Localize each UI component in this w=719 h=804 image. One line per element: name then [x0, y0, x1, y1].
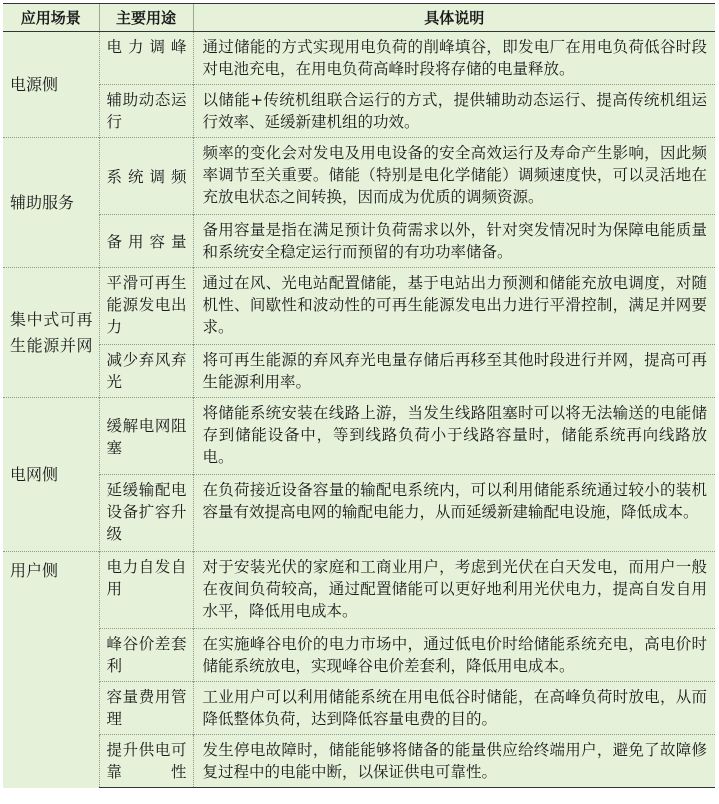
description-cell: 频率的变化会对发电及用电设备的安全高效运行及寿命产生影响，因此频率调节至关重要。储能（特别是电化学储能）调频速度快，可以灵活地在充放电状态之间转换，因而成为优质的调频资源。: [193, 138, 715, 215]
header-use: 主要用途: [99, 4, 193, 32]
table-row: [3, 345, 715, 398]
description-cell: 在负荷接近设备容量的输配电系统内，可以利用储能系统通过较小的装机容量有效提高电网的输配电能力，从而延缓新建输配电设施，降低成本。: [193, 475, 715, 552]
table-row: [3, 735, 715, 788]
use-cell: 辅助动态运行: [99, 85, 193, 138]
use-cell: 减少弃风弃光: [99, 345, 193, 398]
table-row: [3, 138, 715, 215]
table-row: [3, 85, 715, 138]
table-row: [3, 32, 715, 85]
header-scene: 应用场景: [3, 4, 99, 32]
use-cell: 峰谷价差套利: [99, 629, 193, 682]
description-cell: 在实施峰谷电价的电力市场中，通过低电价时给储能系统充电，高电价时储能系统放电，实现峰谷电价差套利，降低用电成本。: [193, 629, 715, 682]
scene-cell: 电网侧: [3, 398, 99, 552]
use-cell: 备用容量: [99, 215, 193, 268]
description-cell: 将可再生能源的弃风弃光电量存储后再移至其他时段进行并网，提高可再生能源利用率。: [193, 345, 715, 398]
description-cell: 通过储能的方式实现用电负荷的削峰填谷，即发电厂在用电负荷低谷时段对电池充电，在用电负荷高峰时段将存储的电量释放。: [193, 32, 715, 85]
use-cell: 缓解电网阻塞: [99, 398, 193, 475]
table-row: [3, 398, 715, 475]
description-cell: 以储能+传统机组联合运行的方式，提供辅助动态运行、提高传统机组运行效率、延缓新建机组的功效。: [193, 85, 715, 138]
scene-cell: 辅助服务: [3, 138, 99, 268]
use-cell: 系统调频: [99, 138, 193, 215]
description-cell: 工业用户可以利用储能系统在用电低谷时储能，在高峰负荷时放电，从而降低整体负荷，达到降低容量电费的目的。: [193, 682, 715, 735]
table-row: [3, 682, 715, 735]
scene-cell: 集中式可再生能源并网: [3, 268, 99, 398]
scene-cell: 电源侧: [3, 32, 99, 138]
header-row: [3, 4, 715, 32]
table-row: [3, 475, 715, 552]
table-row: [3, 552, 715, 629]
table-row: [3, 268, 715, 345]
use-cell: 平滑可再生能源发电出力: [99, 268, 193, 345]
use-cell: 电力自发自用: [99, 552, 193, 629]
use-cell: 电力调峰: [99, 32, 193, 85]
description-cell: 通过在风、光电站配置储能，基于电站出力预测和储能充放电调度，对随机性、间歇性和波动性的可再生能源发电出力进行平滑控制，满足并网要求。: [193, 268, 715, 345]
use-cell: 延缓输配电设备扩容升级: [99, 475, 193, 552]
energy-storage-application-table: [3, 3, 715, 788]
description-cell: 对于安装光伏的家庭和工商业用户，考虑到光伏在白天发电，而用户一般在夜间负荷较高，通过配置储能可以更好地利用光伏电力，提高自发自用水平，降低用电成本。: [193, 552, 715, 629]
description-cell: 将储能系统安装在线路上游，当发生线路阻塞时可以将无法输送的电能储存到储能设备中，等到线路负荷小于线路容量时，储能系统再向线路放电。: [193, 398, 715, 475]
use-cell: 提升供电可靠性: [99, 735, 193, 788]
header-description: 具体说明: [193, 4, 715, 32]
use-cell: 容量费用管理: [99, 682, 193, 735]
description-cell: 备用容量是指在满足预计负荷需求以外，针对突发情况时为保障电能质量和系统安全稳定运行而预留的有功功率储备。: [193, 215, 715, 268]
description-cell: 发生停电故障时，储能能够将储备的能量供应给终端用户，避免了故障修复过程中的电能中断，以保证供电可靠性。: [193, 735, 715, 788]
scene-cell: 用户侧: [3, 552, 99, 788]
table-row: [3, 215, 715, 268]
table-row: [3, 629, 715, 682]
